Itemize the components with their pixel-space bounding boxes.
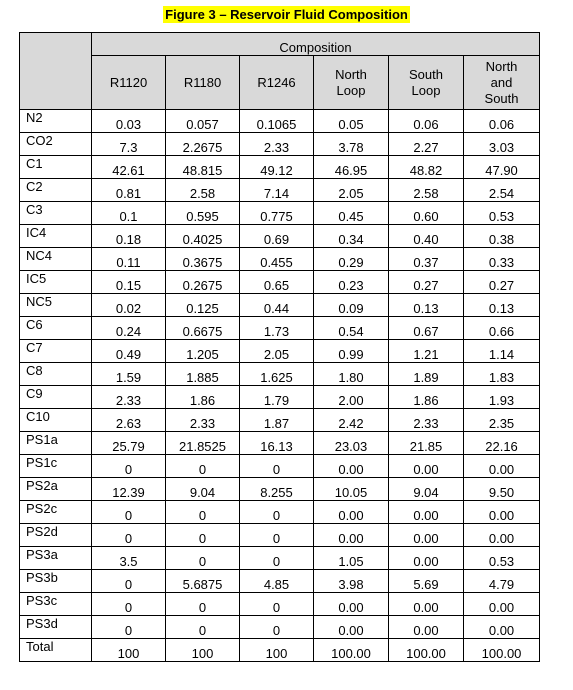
component-label: CO2 [20, 133, 92, 156]
table-cell: 1.21 [389, 340, 464, 363]
header-row-group [20, 33, 540, 56]
table-row [20, 639, 540, 662]
table-cell: 0.69 [240, 225, 314, 248]
table-cell: 0.4025 [166, 225, 240, 248]
table-cell: 0.37 [389, 248, 464, 271]
table-cell: 4.85 [240, 570, 314, 593]
table-cell: 2.00 [314, 386, 389, 409]
table-cell: 100.00 [314, 639, 389, 662]
column-header [464, 56, 540, 110]
table-cell: 0.05 [314, 110, 389, 133]
table-cell: 0.00 [464, 593, 540, 616]
table-cell: 0 [92, 524, 166, 547]
component-label: C10 [20, 409, 92, 432]
table-cell: 0 [166, 524, 240, 547]
table-cell: 0.00 [389, 593, 464, 616]
column-header-line: and [490, 74, 513, 90]
table-cell: 0.00 [464, 616, 540, 639]
table-row [20, 133, 540, 156]
component-label: Total [20, 639, 92, 662]
table-cell: 12.39 [92, 478, 166, 501]
table-cell: 0.60 [389, 202, 464, 225]
table-cell: 2.33 [166, 409, 240, 432]
table-cell: 0.18 [92, 225, 166, 248]
composition-group-header: Composition [92, 33, 540, 56]
table-cell: 0.00 [314, 616, 389, 639]
table-cell: 0.27 [464, 271, 540, 294]
column-header-line: North [335, 66, 367, 82]
column-header [389, 56, 464, 110]
component-label: NC5 [20, 294, 92, 317]
table-cell: 0.81 [92, 179, 166, 202]
table-cell: 1.87 [240, 409, 314, 432]
table-cell: 0 [92, 501, 166, 524]
table-cell: 5.6875 [166, 570, 240, 593]
table-cell: 0.09 [314, 294, 389, 317]
header-corner-cell [20, 33, 92, 110]
table-cell: 9.04 [389, 478, 464, 501]
table-cell: 0.1065 [240, 110, 314, 133]
table-cell: 0.53 [464, 202, 540, 225]
table-cell: 2.33 [92, 386, 166, 409]
column-header-line: R1246 [257, 74, 296, 90]
table-cell: 2.63 [92, 409, 166, 432]
table-cell: 0 [166, 455, 240, 478]
table-cell: 0.02 [92, 294, 166, 317]
table-cell: 0.45 [314, 202, 389, 225]
component-label: C2 [20, 179, 92, 202]
table-cell: 0.29 [314, 248, 389, 271]
table-cell: 0.00 [389, 547, 464, 570]
table-cell: 3.5 [92, 547, 166, 570]
table-cell: 100.00 [389, 639, 464, 662]
component-label: PS2c [20, 501, 92, 524]
component-label: N2 [20, 110, 92, 133]
table-row [20, 547, 540, 570]
column-header [166, 56, 240, 110]
table-cell: 0.34 [314, 225, 389, 248]
table-cell: 4.79 [464, 570, 540, 593]
header-row-columns [20, 56, 540, 110]
table-row [20, 524, 540, 547]
figure-title: Figure 3 – Reservoir Fluid Composition [165, 7, 408, 22]
component-label: C8 [20, 363, 92, 386]
table-cell: 100.00 [464, 639, 540, 662]
table-cell: 48.82 [389, 156, 464, 179]
table-row [20, 179, 540, 202]
table-cell: 1.59 [92, 363, 166, 386]
table-cell: 0.057 [166, 110, 240, 133]
table-cell: 1.89 [389, 363, 464, 386]
table-cell: 0.00 [464, 524, 540, 547]
table-cell: 0 [92, 570, 166, 593]
table-cell: 0.66 [464, 317, 540, 340]
component-label: NC4 [20, 248, 92, 271]
component-label: C1 [20, 156, 92, 179]
column-header-line: South [484, 90, 519, 106]
column-header-line: R1120 [109, 74, 148, 90]
table-cell: 21.85 [389, 432, 464, 455]
column-header-line: R1180 [183, 74, 222, 90]
table-row [20, 294, 540, 317]
table-cell: 1.14 [464, 340, 540, 363]
table-cell: 0.53 [464, 547, 540, 570]
table-cell: 3.98 [314, 570, 389, 593]
table-cell: 10.05 [314, 478, 389, 501]
title-wrap [0, 6, 573, 24]
table-cell: 0.6675 [166, 317, 240, 340]
table-row [20, 340, 540, 363]
table-cell: 1.83 [464, 363, 540, 386]
table-row [20, 616, 540, 639]
column-header [240, 56, 314, 110]
table-cell: 0.00 [389, 455, 464, 478]
table-cell: 2.27 [389, 133, 464, 156]
component-label: C9 [20, 386, 92, 409]
table-cell: 0.65 [240, 271, 314, 294]
column-header-line: Loop [411, 82, 441, 98]
table-cell: 2.58 [166, 179, 240, 202]
table-cell: 16.13 [240, 432, 314, 455]
table-cell: 2.05 [314, 179, 389, 202]
table-cell: 0.2675 [166, 271, 240, 294]
table-cell: 0.00 [314, 593, 389, 616]
table-row [20, 478, 540, 501]
component-label: PS2d [20, 524, 92, 547]
table-cell: 2.33 [389, 409, 464, 432]
table-cell: 9.04 [166, 478, 240, 501]
table-row [20, 271, 540, 294]
table-cell: 0.595 [166, 202, 240, 225]
table-cell: 8.255 [240, 478, 314, 501]
table-cell: 0.67 [389, 317, 464, 340]
component-label: PS3b [20, 570, 92, 593]
table-row [20, 202, 540, 225]
table-cell: 0.775 [240, 202, 314, 225]
table-cell: 0.38 [464, 225, 540, 248]
table-cell: 0.06 [464, 110, 540, 133]
table-cell: 0.13 [389, 294, 464, 317]
table-cell: 0.00 [389, 501, 464, 524]
table-cell: 1.86 [389, 386, 464, 409]
table-cell: 0.54 [314, 317, 389, 340]
table-cell: 23.03 [314, 432, 389, 455]
table-row [20, 432, 540, 455]
table-cell: 49.12 [240, 156, 314, 179]
table-row [20, 455, 540, 478]
table-cell: 0.455 [240, 248, 314, 271]
table-cell: 0.13 [464, 294, 540, 317]
table-cell: 0 [240, 547, 314, 570]
composition-table [19, 32, 540, 662]
table-cell: 0.33 [464, 248, 540, 271]
table-cell: 2.58 [389, 179, 464, 202]
table-cell: 5.69 [389, 570, 464, 593]
table-cell: 0.1 [92, 202, 166, 225]
component-label: PS1c [20, 455, 92, 478]
component-label: IC4 [20, 225, 92, 248]
table-cell: 46.95 [314, 156, 389, 179]
table-cell: 0.40 [389, 225, 464, 248]
table-cell: 1.93 [464, 386, 540, 409]
column-header [314, 56, 389, 110]
component-label: PS1a [20, 432, 92, 455]
table-cell: 0.06 [389, 110, 464, 133]
table-cell: 1.885 [166, 363, 240, 386]
table-cell: 0.00 [464, 501, 540, 524]
column-header-line: Loop [336, 82, 366, 98]
table-row [20, 409, 540, 432]
table-cell: 2.05 [240, 340, 314, 363]
table-cell: 0 [240, 501, 314, 524]
table-cell: 0 [92, 455, 166, 478]
table-cell: 0.99 [314, 340, 389, 363]
table-cell: 0 [92, 593, 166, 616]
table-row [20, 386, 540, 409]
table-cell: 2.54 [464, 179, 540, 202]
table-cell: 3.03 [464, 133, 540, 156]
table-header [20, 33, 540, 110]
table-cell: 0.3675 [166, 248, 240, 271]
table-cell: 1.73 [240, 317, 314, 340]
table-cell: 2.42 [314, 409, 389, 432]
table-cell: 0.15 [92, 271, 166, 294]
table-cell: 9.50 [464, 478, 540, 501]
table-cell: 100 [166, 639, 240, 662]
table-cell: 0.00 [464, 455, 540, 478]
table-cell: 22.16 [464, 432, 540, 455]
table-cell: 0 [166, 616, 240, 639]
table-cell: 0 [166, 593, 240, 616]
component-label: C6 [20, 317, 92, 340]
table-cell: 0 [240, 616, 314, 639]
table-cell: 100 [240, 639, 314, 662]
table-body [20, 110, 540, 662]
table-cell: 0.00 [314, 455, 389, 478]
table-cell: 0 [240, 524, 314, 547]
table-cell: 42.61 [92, 156, 166, 179]
table-row [20, 110, 540, 133]
table-cell: 1.205 [166, 340, 240, 363]
table-cell: 1.625 [240, 363, 314, 386]
table-cell: 0.00 [389, 524, 464, 547]
table-cell: 0.125 [166, 294, 240, 317]
table-cell: 0.03 [92, 110, 166, 133]
column-header-line: South [409, 66, 443, 82]
table-cell: 1.79 [240, 386, 314, 409]
column-header-line: North [485, 58, 518, 74]
table-cell: 0.00 [314, 524, 389, 547]
component-label: PS2a [20, 478, 92, 501]
table-row [20, 317, 540, 340]
table-cell: 0.11 [92, 248, 166, 271]
table-cell: 0.49 [92, 340, 166, 363]
table-cell: 100 [92, 639, 166, 662]
table-cell: 0.00 [389, 616, 464, 639]
table-cell: 0.24 [92, 317, 166, 340]
component-label: C7 [20, 340, 92, 363]
table-cell: 48.815 [166, 156, 240, 179]
table-cell: 1.86 [166, 386, 240, 409]
table-cell: 0.44 [240, 294, 314, 317]
table-cell: 3.78 [314, 133, 389, 156]
table-cell: 1.05 [314, 547, 389, 570]
component-label: C3 [20, 202, 92, 225]
table-row [20, 363, 540, 386]
table-cell: 0.23 [314, 271, 389, 294]
table-cell: 0 [240, 455, 314, 478]
table-row [20, 248, 540, 271]
table-cell: 21.8525 [166, 432, 240, 455]
table-row [20, 593, 540, 616]
table-cell: 0 [166, 501, 240, 524]
column-header [92, 56, 166, 110]
component-label: PS3a [20, 547, 92, 570]
table-cell: 2.33 [240, 133, 314, 156]
component-label: IC5 [20, 271, 92, 294]
table-cell: 0 [240, 593, 314, 616]
table-cell: 47.90 [464, 156, 540, 179]
table-row [20, 156, 540, 179]
table-row [20, 570, 540, 593]
table-cell: 2.2675 [166, 133, 240, 156]
table-cell: 1.80 [314, 363, 389, 386]
component-label: PS3d [20, 616, 92, 639]
table-cell: 7.3 [92, 133, 166, 156]
table-cell: 2.35 [464, 409, 540, 432]
table-cell: 0.27 [389, 271, 464, 294]
table-cell: 0 [166, 547, 240, 570]
table-cell: 0.00 [314, 501, 389, 524]
table-row [20, 225, 540, 248]
table-row [20, 501, 540, 524]
table-cell: 25.79 [92, 432, 166, 455]
table-cell: 7.14 [240, 179, 314, 202]
table-cell: 0 [92, 616, 166, 639]
component-label: PS3c [20, 593, 92, 616]
